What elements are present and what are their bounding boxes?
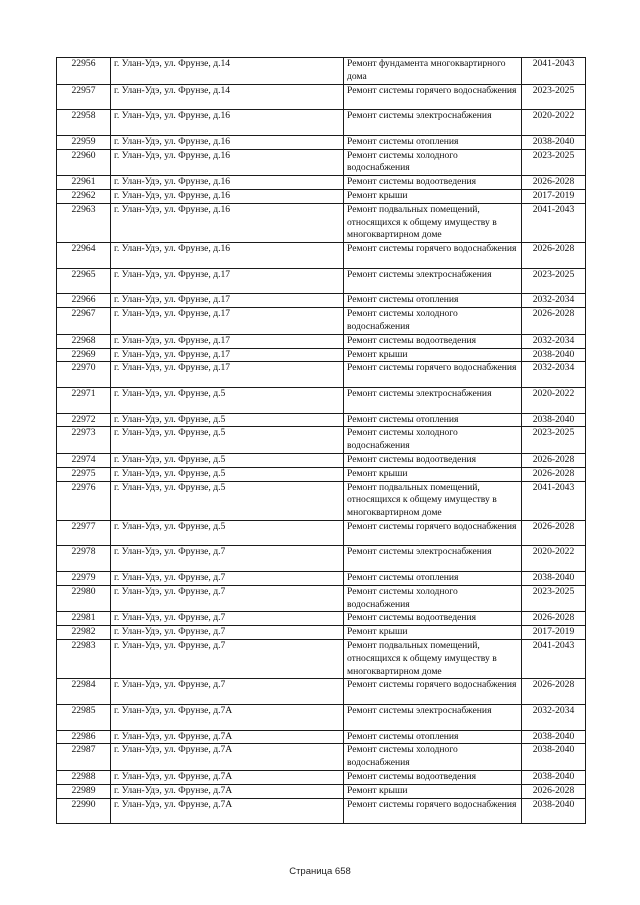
period-cell: 2020-2022	[522, 110, 586, 136]
work-type-cell: Ремонт подвальных помещений, относящихся к общему имуществу в многоквартирном доме	[344, 203, 522, 242]
address-cell: г. Улан-Удэ, ул. Фрунзе, д.17	[111, 268, 344, 294]
period-cell: 2038-2040	[522, 135, 586, 149]
work-type-cell: Ремонт системы электроснабжения	[344, 387, 522, 413]
row-number-cell: 22962	[57, 189, 111, 203]
work-type-cell: Ремонт системы горячего водоснабжения	[344, 798, 522, 824]
work-type-cell: Ремонт системы электроснабжения	[344, 546, 522, 572]
period-cell: 2032-2034	[522, 362, 586, 388]
row-number-cell: 22982	[57, 626, 111, 640]
table-row	[57, 268, 586, 294]
period-cell: 2026-2028	[522, 453, 586, 467]
work-type-cell: Ремонт системы водоотведения	[344, 612, 522, 626]
period-cell: 2032-2034	[522, 705, 586, 731]
table-row	[57, 679, 586, 705]
row-number-cell: 22990	[57, 798, 111, 824]
period-cell: 2023-2025	[522, 84, 586, 110]
address-cell: г. Улан-Удэ, ул. Фрунзе, д.16	[111, 149, 344, 176]
address-cell: г. Улан-Удэ, ул. Фрунзе, д.17	[111, 362, 344, 388]
period-cell: 2038-2040	[522, 771, 586, 785]
period-cell: 2017-2019	[522, 189, 586, 203]
work-type-cell: Ремонт системы отопления	[344, 135, 522, 149]
address-cell: г. Улан-Удэ, ул. Фрунзе, д.5	[111, 467, 344, 481]
address-cell: г. Улан-Удэ, ул. Фрунзе, д.5	[111, 453, 344, 467]
table-row	[57, 176, 586, 190]
address-cell: г. Улан-Удэ, ул. Фрунзе, д.17	[111, 334, 344, 348]
table-row	[57, 189, 586, 203]
address-cell: г. Улан-Удэ, ул. Фрунзе, д.17	[111, 294, 344, 308]
work-type-cell: Ремонт системы горячего водоснабжения	[344, 362, 522, 388]
table-row	[57, 308, 586, 335]
address-cell: г. Улан-Удэ, ул. Фрунзе, д.17	[111, 308, 344, 335]
table-row	[57, 84, 586, 110]
work-type-cell: Ремонт системы отопления	[344, 413, 522, 427]
period-cell: 2038-2040	[522, 572, 586, 586]
work-type-cell: Ремонт системы горячего водоснабжения	[344, 520, 522, 546]
table-row	[57, 135, 586, 149]
work-type-cell: Ремонт системы электроснабжения	[344, 268, 522, 294]
period-cell: 2026-2028	[522, 243, 586, 269]
work-type-cell: Ремонт системы холодного водоснабжения	[344, 585, 522, 612]
address-cell: г. Улан-Удэ, ул. Фрунзе, д.7	[111, 585, 344, 612]
work-type-cell: Ремонт подвальных помещений, относящихся к общему имуществу в многоквартирном доме	[344, 640, 522, 679]
row-number-cell: 22960	[57, 149, 111, 176]
period-cell: 2026-2028	[522, 679, 586, 705]
row-number-cell: 22988	[57, 771, 111, 785]
address-cell: г. Улан-Удэ, ул. Фрунзе, д.5	[111, 387, 344, 413]
row-number-cell: 22965	[57, 268, 111, 294]
table-row	[57, 348, 586, 362]
work-type-cell: Ремонт системы горячего водоснабжения	[344, 84, 522, 110]
table-row	[57, 585, 586, 612]
table-row	[57, 744, 586, 771]
row-number-cell: 22972	[57, 413, 111, 427]
row-number-cell: 22970	[57, 362, 111, 388]
work-type-cell: Ремонт системы холодного водоснабжения	[344, 308, 522, 335]
table-row	[57, 626, 586, 640]
work-type-cell: Ремонт системы электроснабжения	[344, 705, 522, 731]
table-row	[57, 110, 586, 136]
address-cell: г. Улан-Удэ, ул. Фрунзе, д.17	[111, 348, 344, 362]
address-cell: г. Улан-Удэ, ул. Фрунзе, д.5	[111, 427, 344, 454]
period-cell: 2023-2025	[522, 427, 586, 454]
period-cell: 2023-2025	[522, 149, 586, 176]
row-number-cell: 22961	[57, 176, 111, 190]
address-cell: г. Улан-Удэ, ул. Фрунзе, д.7А	[111, 705, 344, 731]
address-cell: г. Улан-Удэ, ул. Фрунзе, д.7	[111, 612, 344, 626]
period-cell: 2041-2043	[522, 203, 586, 242]
table-row	[57, 705, 586, 731]
work-type-cell: Ремонт системы отопления	[344, 730, 522, 744]
row-number-cell: 22979	[57, 572, 111, 586]
row-number-cell: 22989	[57, 784, 111, 798]
period-cell: 2026-2028	[522, 176, 586, 190]
row-number-cell: 22976	[57, 481, 111, 520]
work-type-cell: Ремонт системы горячего водоснабжения	[344, 679, 522, 705]
row-number-cell: 22978	[57, 546, 111, 572]
work-type-cell: Ремонт крыши	[344, 467, 522, 481]
table-row	[57, 294, 586, 308]
table-body	[57, 58, 586, 824]
period-cell: 2020-2022	[522, 387, 586, 413]
work-type-cell: Ремонт системы отопления	[344, 294, 522, 308]
period-cell: 2041-2043	[522, 640, 586, 679]
row-number-cell: 22974	[57, 453, 111, 467]
table-row	[57, 203, 586, 242]
address-cell: г. Улан-Удэ, ул. Фрунзе, д.16	[111, 203, 344, 242]
address-cell: г. Улан-Удэ, ул. Фрунзе, д.16	[111, 110, 344, 136]
work-type-cell: Ремонт системы водоотведения	[344, 771, 522, 785]
work-type-cell: Ремонт системы водоотведения	[344, 334, 522, 348]
row-number-cell: 22957	[57, 84, 111, 110]
address-cell: г. Улан-Удэ, ул. Фрунзе, д.7	[111, 640, 344, 679]
row-number-cell: 22956	[57, 58, 111, 85]
address-cell: г. Улан-Удэ, ул. Фрунзе, д.5	[111, 481, 344, 520]
row-number-cell: 22959	[57, 135, 111, 149]
row-number-cell: 22980	[57, 585, 111, 612]
document-page	[56, 57, 585, 824]
row-number-cell: 22969	[57, 348, 111, 362]
address-cell: г. Улан-Удэ, ул. Фрунзе, д.7	[111, 626, 344, 640]
table-row	[57, 413, 586, 427]
row-number-cell: 22981	[57, 612, 111, 626]
period-cell: 2023-2025	[522, 268, 586, 294]
row-number-cell: 22977	[57, 520, 111, 546]
table-row	[57, 798, 586, 824]
page-number: Страница 658	[289, 866, 351, 877]
period-cell: 2038-2040	[522, 348, 586, 362]
period-cell: 2023-2025	[522, 585, 586, 612]
table-row	[57, 58, 586, 85]
address-cell: г. Улан-Удэ, ул. Фрунзе, д.14	[111, 84, 344, 110]
period-cell: 2020-2022	[522, 546, 586, 572]
row-number-cell: 22985	[57, 705, 111, 731]
address-cell: г. Улан-Удэ, ул. Фрунзе, д.7А	[111, 798, 344, 824]
work-type-cell: Ремонт крыши	[344, 189, 522, 203]
work-type-cell: Ремонт системы отопления	[344, 572, 522, 586]
row-number-cell: 22975	[57, 467, 111, 481]
repair-schedule-table	[56, 57, 586, 824]
table-row	[57, 730, 586, 744]
table-row	[57, 612, 586, 626]
period-cell: 2026-2028	[522, 467, 586, 481]
row-number-cell: 22966	[57, 294, 111, 308]
address-cell: г. Улан-Удэ, ул. Фрунзе, д.5	[111, 520, 344, 546]
row-number-cell: 22986	[57, 730, 111, 744]
table-row	[57, 453, 586, 467]
period-cell: 2038-2040	[522, 730, 586, 744]
address-cell: г. Улан-Удэ, ул. Фрунзе, д.16	[111, 189, 344, 203]
work-type-cell: Ремонт подвальных помещений, относящихся к общему имуществу в многоквартирном доме	[344, 481, 522, 520]
period-cell: 2038-2040	[522, 744, 586, 771]
work-type-cell: Ремонт крыши	[344, 626, 522, 640]
address-cell: г. Улан-Удэ, ул. Фрунзе, д.7	[111, 572, 344, 586]
work-type-cell: Ремонт системы холодного водоснабжения	[344, 744, 522, 771]
work-type-cell: Ремонт системы холодного водоснабжения	[344, 427, 522, 454]
period-cell: 2026-2028	[522, 308, 586, 335]
period-cell: 2038-2040	[522, 413, 586, 427]
work-type-cell: Ремонт системы горячего водоснабжения	[344, 243, 522, 269]
period-cell: 2041-2043	[522, 58, 586, 85]
address-cell: г. Улан-Удэ, ул. Фрунзе, д.7	[111, 679, 344, 705]
table-row	[57, 427, 586, 454]
table-row	[57, 640, 586, 679]
table-row	[57, 520, 586, 546]
address-cell: г. Улан-Удэ, ул. Фрунзе, д.16	[111, 176, 344, 190]
address-cell: г. Улан-Удэ, ул. Фрунзе, д.14	[111, 58, 344, 85]
row-number-cell: 22984	[57, 679, 111, 705]
table-row	[57, 362, 586, 388]
table-row	[57, 334, 586, 348]
table-row	[57, 387, 586, 413]
address-cell: г. Улан-Удэ, ул. Фрунзе, д.7А	[111, 730, 344, 744]
period-cell: 2041-2043	[522, 481, 586, 520]
row-number-cell: 22963	[57, 203, 111, 242]
work-type-cell: Ремонт крыши	[344, 784, 522, 798]
period-cell: 2026-2028	[522, 612, 586, 626]
table-row	[57, 546, 586, 572]
row-number-cell: 22958	[57, 110, 111, 136]
work-type-cell: Ремонт системы водоотведения	[344, 176, 522, 190]
address-cell: г. Улан-Удэ, ул. Фрунзе, д.16	[111, 135, 344, 149]
row-number-cell: 22971	[57, 387, 111, 413]
address-cell: г. Улан-Удэ, ул. Фрунзе, д.7А	[111, 771, 344, 785]
period-cell: 2032-2034	[522, 334, 586, 348]
table-row	[57, 784, 586, 798]
work-type-cell: Ремонт системы электроснабжения	[344, 110, 522, 136]
period-cell: 2032-2034	[522, 294, 586, 308]
address-cell: г. Улан-Удэ, ул. Фрунзе, д.7А	[111, 784, 344, 798]
work-type-cell: Ремонт системы водоотведения	[344, 453, 522, 467]
row-number-cell: 22987	[57, 744, 111, 771]
work-type-cell: Ремонт системы холодного водоснабжения	[344, 149, 522, 176]
row-number-cell: 22967	[57, 308, 111, 335]
period-cell: 2038-2040	[522, 798, 586, 824]
table-row	[57, 149, 586, 176]
period-cell: 2026-2028	[522, 784, 586, 798]
table-row	[57, 572, 586, 586]
table-row	[57, 243, 586, 269]
row-number-cell: 22964	[57, 243, 111, 269]
address-cell: г. Улан-Удэ, ул. Фрунзе, д.16	[111, 243, 344, 269]
work-type-cell: Ремонт крыши	[344, 348, 522, 362]
table-row	[57, 771, 586, 785]
row-number-cell: 22983	[57, 640, 111, 679]
row-number-cell: 22973	[57, 427, 111, 454]
period-cell: 2026-2028	[522, 520, 586, 546]
table-row	[57, 481, 586, 520]
address-cell: г. Улан-Удэ, ул. Фрунзе, д.7	[111, 546, 344, 572]
row-number-cell: 22968	[57, 334, 111, 348]
work-type-cell: Ремонт фундамента многоквартирного дома	[344, 58, 522, 85]
table-row	[57, 467, 586, 481]
address-cell: г. Улан-Удэ, ул. Фрунзе, д.7А	[111, 744, 344, 771]
address-cell: г. Улан-Удэ, ул. Фрунзе, д.5	[111, 413, 344, 427]
period-cell: 2017-2019	[522, 626, 586, 640]
